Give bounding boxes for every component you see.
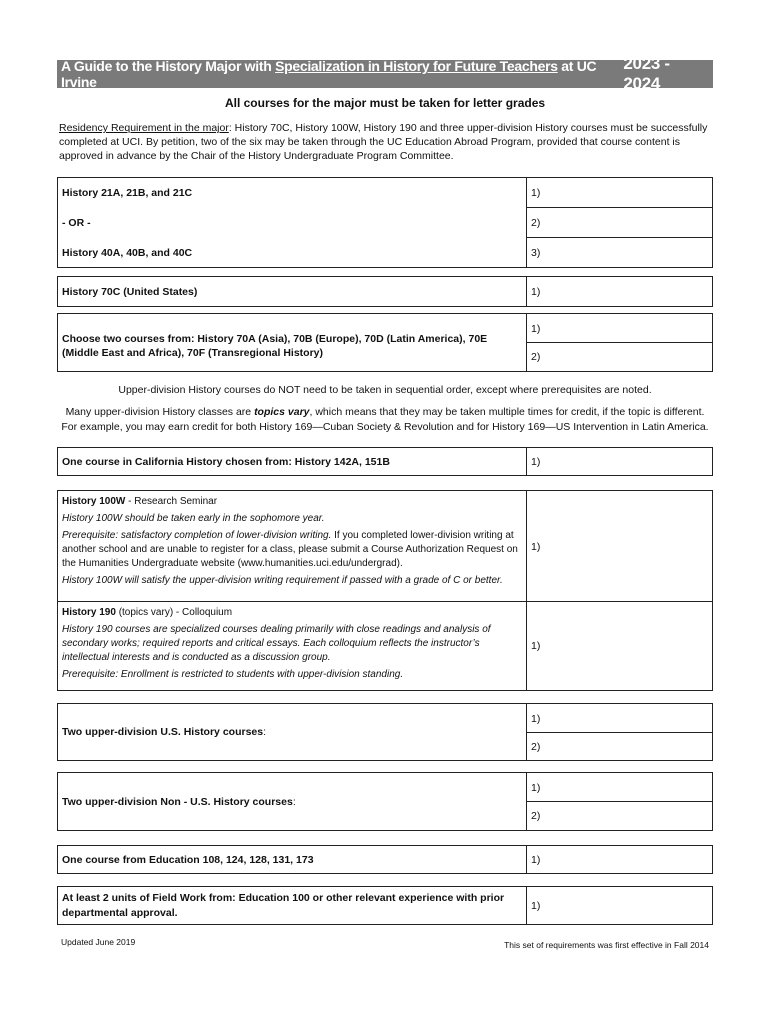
- slot-1[interactable]: 1): [526, 887, 712, 924]
- california-box: [57, 447, 713, 476]
- effective-date: This set of requirements was first effective in Fall 2014: [504, 940, 709, 950]
- us-history-label: History 70C (United States): [62, 285, 198, 298]
- subtitle: All courses for the major must be taken for letter grades: [224, 96, 546, 110]
- fieldwork-box: [57, 886, 713, 925]
- topics-note: Many upper-division History classes are topics vary, which means that they may be taken multiple times for credit, if the topic is different.: [65, 406, 705, 418]
- h190-title: History 190: [62, 607, 116, 618]
- california-label: One course in California History chosen from: History 142A, 151B: [62, 455, 390, 468]
- education-box: [57, 845, 713, 874]
- lower-or: - OR -: [62, 217, 91, 229]
- h190-desc: History 190 courses are specialized courses dealing primarily with close readings and analysis of secondary works; required reports and critical essays. Each colloquium reflects the instructor’s intellectual interests and is conducted as a discussion group.: [62, 624, 491, 663]
- page-title: A Guide to the History Major with Specialization in History for Future Teachers at UC Irvine: [61, 58, 597, 90]
- slot-1[interactable]: 1): [526, 704, 712, 733]
- h100w-early: History 100W should be taken early in the sophomore year.: [62, 513, 325, 524]
- nonus-upper-box: [57, 772, 713, 831]
- h190-prereq: Prerequisite: Enrollment is restricted to students with upper-division standing.: [62, 669, 404, 680]
- slot-1[interactable]: 1): [526, 314, 712, 343]
- slot-2[interactable]: 2): [526, 802, 712, 830]
- slot-1[interactable]: 1): [526, 773, 712, 802]
- slot-1[interactable]: 1): [526, 602, 712, 690]
- updated-date: Updated June 2019: [61, 937, 136, 947]
- slot-3[interactable]: 3): [526, 238, 712, 267]
- topics-vary: topics vary: [254, 406, 310, 418]
- h100w-cell: History 100W - Research Seminar History 100W should be taken early in the sophomore year. Prerequisite: satisfactory completion of lower-division writing. If you completed lower-division writing at another school and are unable to register for a class, please submit a Course Authorization Request on the Humanities Undergraduate website (www.humanities.uci.edu/undergrad). History 100W will satisfy the upper-division writing requirement if passed with a grade of C or better.: [58, 491, 526, 602]
- lower-option-a: History 21A, 21B, and 21C: [62, 187, 193, 199]
- choose-two-label: Choose two courses from: History 70A (Asia), 70B (Europe), 70D (Latin America), 70E (Middle East and Africa), 70F (Transregional History): [62, 332, 488, 359]
- residency-text: : History 70C, History 100W, History 190 and three upper-division History courses must be successfully completed at UCI. By petition, two of the six may be taken through the UC Education Abroad Program, provided that course content is approved in advance by the Chair of the History Undergraduate Program Committee.: [59, 122, 708, 162]
- writing-colloquium-box: [57, 490, 713, 691]
- slot-1[interactable]: 1): [526, 491, 712, 602]
- title-bar: [57, 54, 713, 93]
- slot-1[interactable]: 1): [526, 846, 712, 873]
- sequential-note: Upper-division History courses do NOT need to be taken in sequential order, except where prerequisites are noted.: [118, 384, 652, 396]
- slot-2[interactable]: 2): [526, 208, 712, 238]
- h100w-prereq: Prerequisite: satisfactory completion of lower-division writing. If you completed lower-division writing at another school and are unable to register for a class, please submit a Course Authorization Request on the Humanities Undergraduate website (www.humanities.uci.edu/undergrad).: [62, 530, 518, 569]
- slot-1[interactable]: 1): [526, 277, 712, 306]
- us-history-box: [57, 276, 713, 307]
- h190-cell: History 190 (topics vary) - Colloquium History 190 courses are specialized courses dealing primarily with close readings and analysis of secondary works; required reports and critical essays. Each colloquium reflects the instructor’s intellectual interests and is conducted as a discussion group. Prerequisite: Enrollment is restricted to students with upper-division standing.: [58, 602, 526, 690]
- academic-year: 2023 - 2024: [623, 54, 670, 93]
- residency-label: Residency Requirement in the major: [59, 122, 229, 134]
- lower-division-box: [57, 177, 713, 268]
- us-upper-label: Two upper-division U.S. History courses :: [62, 726, 267, 738]
- lower-option-b: History 40A, 40B, and 40C: [62, 246, 193, 259]
- h100w-satisfy: History 100W will satisfy the upper-division writing requirement if passed with a grade of C or better.: [62, 575, 503, 586]
- slot-1[interactable]: 1): [526, 448, 712, 475]
- h100w-title: History 100W: [62, 496, 126, 507]
- education-label: One course from Education 108, 124, 128, 131, 173: [62, 853, 314, 866]
- us-upper-box: [57, 703, 713, 761]
- slot-1[interactable]: 1): [526, 178, 712, 208]
- slot-2[interactable]: 2): [526, 343, 712, 371]
- slot-2[interactable]: 2): [526, 733, 712, 760]
- title-specialization: Specialization in History for Future Teachers: [275, 58, 558, 74]
- residency-requirement: [59, 121, 709, 163]
- nonus-upper-label: Two upper-division Non - U.S. History courses :: [62, 795, 296, 808]
- topics-example: For example, you may earn credit for both History 169—Cuban Society & Revolution and for History 169—US Intervention in Latin America.: [61, 421, 709, 433]
- choose-two-box: [57, 313, 713, 372]
- fieldwork-label: At least 2 units of Field Work from: Education 100 or other relevant experience with prior departmental approval.: [62, 891, 505, 919]
